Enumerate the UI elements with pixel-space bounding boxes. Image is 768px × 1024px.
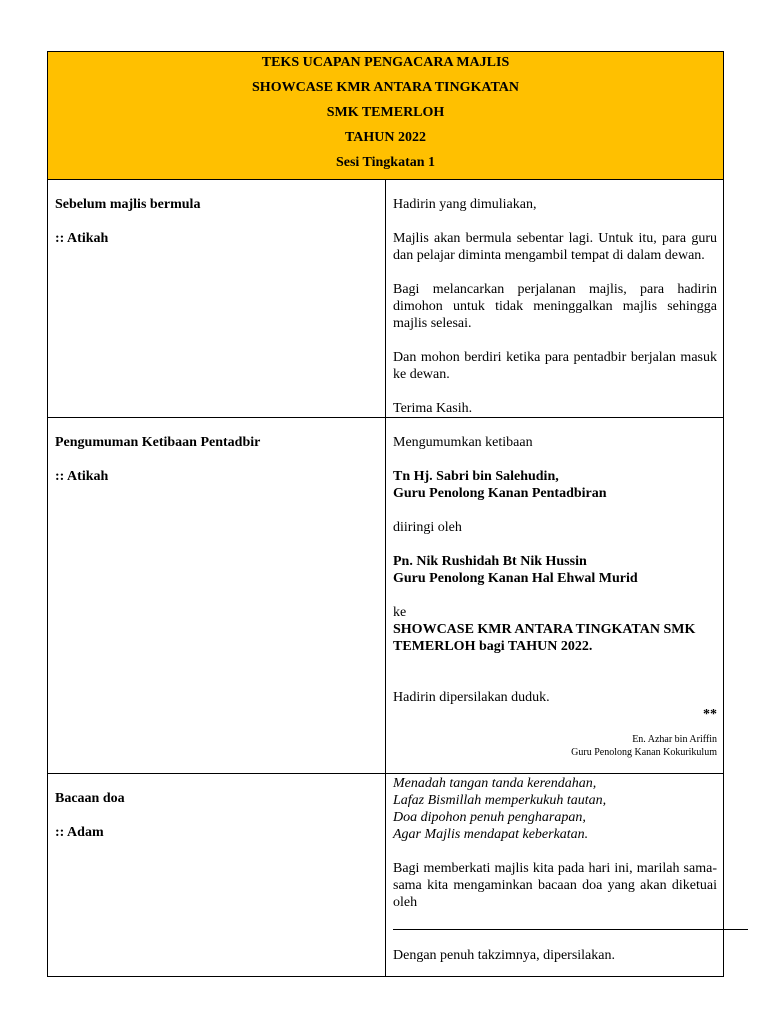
note-name: En. Azhar bin Ariffin xyxy=(632,734,717,745)
poem-line: Menadah tangan tanda kerendahan, xyxy=(393,776,597,791)
poem-line: Agar Majlis mendapat keberkatan. xyxy=(393,827,589,842)
person1-role: Guru Penolong Kanan Pentadbiran xyxy=(393,486,607,501)
header-session: Sesi Tingkatan 1 xyxy=(335,155,436,170)
announce-intro: Mengumumkan ketibaan xyxy=(393,435,533,450)
section-label-cell xyxy=(48,418,386,774)
accompanied-text: diiringi oleh xyxy=(393,520,462,535)
section-content-cell xyxy=(386,774,724,977)
to-text: ke xyxy=(393,605,407,620)
paragraph: Bagi memberkati majlis kita pada hari ini, marilah sama-sama kita mengaminkan bacaan doa yang akan diketuai oleh xyxy=(393,861,717,910)
header-title: TEKS UCAPAN PENGACARA MAJLIS xyxy=(261,55,510,70)
section-speaker: :: Adam xyxy=(55,825,104,840)
paragraph: Terima Kasih. xyxy=(393,401,473,416)
paragraph: Bagi melancarkan perjalanan majlis, para hadirin dimohon untuk tidak meninggalkan majlis sehingga majlis selesai. xyxy=(393,282,717,331)
section-title: Bacaan doa xyxy=(55,791,125,806)
script-document xyxy=(47,51,724,977)
stars-marker: ** xyxy=(703,707,717,722)
section-row xyxy=(48,180,724,418)
header-school: SMK TEMERLOH xyxy=(326,105,445,120)
closing-text: Dengan penuh takzimnya, dipersilakan. xyxy=(393,948,615,963)
header-cell xyxy=(48,52,724,180)
person2-role: Guru Penolong Kanan Hal Ehwal Murid xyxy=(393,571,638,586)
section-speaker: :: Atikah xyxy=(55,469,109,484)
section-title: Pengumuman Ketibaan Pentadbir xyxy=(55,435,261,450)
section-content-cell xyxy=(386,418,724,774)
seated-text: Hadirin dipersilakan duduk. xyxy=(393,690,550,705)
paragraph: Dan mohon berdiri ketika para pentadbir berjalan masuk ke dewan. xyxy=(393,350,717,382)
section-label-cell xyxy=(48,180,386,418)
header-event: SHOWCASE KMR ANTARA TINGKATAN xyxy=(252,80,519,95)
person2-name: Pn. Nik Rushidah Bt Nik Hussin xyxy=(393,554,587,569)
event-name: SHOWCASE KMR ANTARA TINGKATAN SMK TEMERLOH bagi TAHUN 2022. xyxy=(393,622,696,654)
section-title: Sebelum majlis bermula xyxy=(55,197,201,212)
note-role: Guru Penolong Kanan Kokurikulum xyxy=(571,747,717,758)
section-speaker: :: Atikah xyxy=(55,231,109,246)
header-row xyxy=(48,52,724,180)
script-table xyxy=(47,51,724,977)
section-content-cell xyxy=(386,180,724,418)
poem-line: Lafaz Bismillah memperkukuh tautan, xyxy=(393,793,607,808)
section-row xyxy=(48,418,724,774)
person1-name: Tn Hj. Sabri bin Salehudin, xyxy=(393,469,559,484)
paragraph: Majlis akan bermula sebentar lagi. Untuk itu, para guru dan pelajar diminta mengambil tempat di dalam dewan. xyxy=(393,231,717,263)
header-year: TAHUN 2022 xyxy=(344,130,427,145)
poem-line: Doa dipohon penuh pengharapan, xyxy=(393,810,586,825)
section-row xyxy=(48,774,724,977)
paragraph: Hadirin yang dimuliakan, xyxy=(393,197,537,212)
section-label-cell xyxy=(48,774,386,977)
